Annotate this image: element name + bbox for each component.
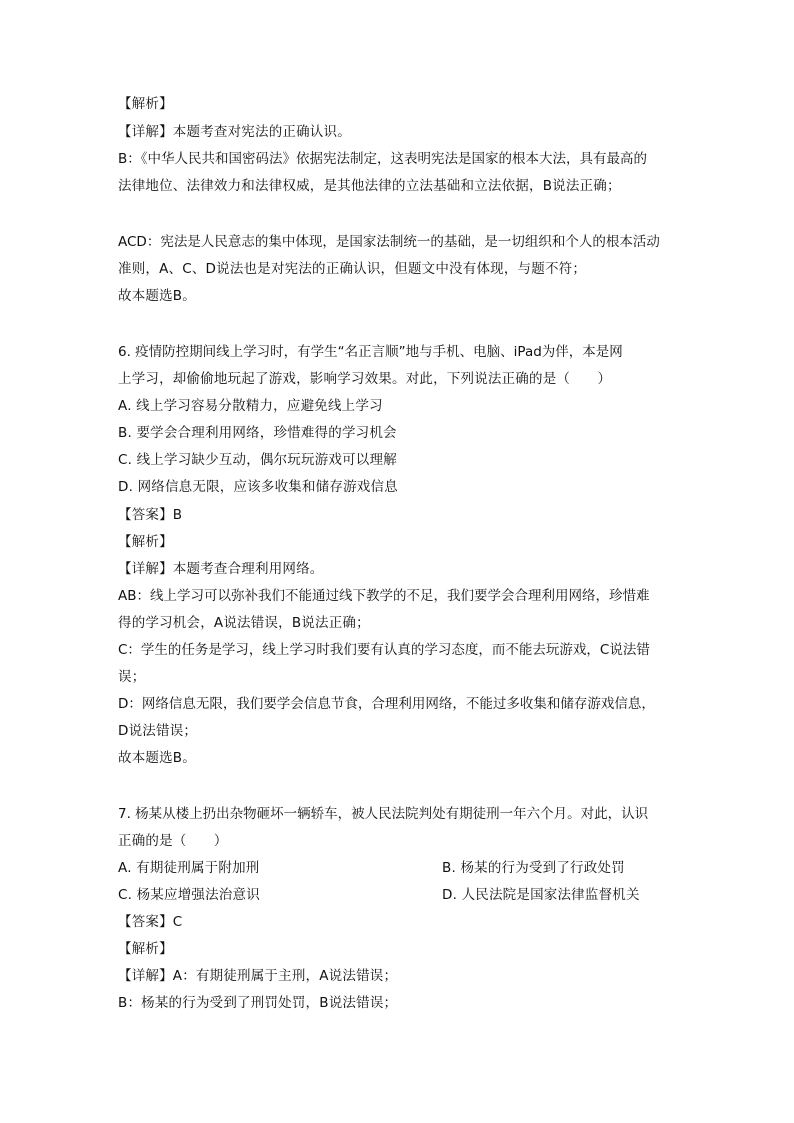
detail-line: B：《中华人民共和国密码法》依据宪法制定，这表明宪法是国家的根本大法，具有最高的 bbox=[118, 151, 648, 167]
question-7-analysis: 【解析】 bbox=[118, 941, 173, 957]
question-6-option-a: A. 线上学习容易分散精力，应避免线上学习 bbox=[118, 398, 383, 414]
question-6-option-d: D. 网络信息无限，应该多收集和储存游戏信息 bbox=[118, 479, 398, 495]
detail-line: ACD：宪法是人民意志的集中体现，是国家法制统一的基础，是一切组织和个人的根本活动 bbox=[118, 234, 660, 250]
question-7-detail-line: 【详解】A：有期徒刑属于主刑，A说法错误； bbox=[118, 968, 398, 984]
question-6-detail: 【详解】本题考查合理利用网络。 bbox=[118, 561, 324, 577]
question-6-detail-line: C：学生的任务是学习，线上学习时我们要有认真的学习态度，而不能去玩游戏，C说法错 bbox=[118, 642, 650, 658]
question-6-analysis: 【解析】 bbox=[118, 534, 173, 550]
question-7-option-c: C. 杨某应增强法治意识 bbox=[118, 887, 260, 903]
question-7-answer: 【答案】C bbox=[118, 914, 183, 930]
question-7-option-b: B. 杨某的行为受到了行政处罚 bbox=[442, 860, 625, 876]
question-6-detail-line: 误； bbox=[118, 669, 146, 685]
question-6-stem: 上学习，却偷偷地玩起了游戏，影响学习效果。对此，下列说法正确的是（ ） bbox=[118, 371, 612, 387]
question-6-option-c: C. 线上学习缺少互动，偶尔玩玩游戏可以理解 bbox=[118, 452, 397, 468]
question-6-detail-line: D说法错误； bbox=[118, 723, 198, 739]
analysis-heading: 【解析】 bbox=[118, 96, 173, 112]
detail-line: 【详解】本题考查对宪法的正确认识。 bbox=[118, 124, 351, 140]
question-7-option-a: A. 有期徒刑属于附加刑 bbox=[118, 860, 260, 876]
question-7-detail-line: B：杨某的行为受到了刑罚处罚，B说法错误； bbox=[118, 995, 398, 1011]
question-7-stem: 正确的是（ ） bbox=[118, 833, 228, 849]
question-6-answer: 【答案】B bbox=[118, 507, 183, 523]
conclusion-line: 故本题选B。 bbox=[118, 288, 196, 304]
question-6-detail-line: AB：线上学习可以弥补我们不能通过线下教学的不足，我们要学会合理利用网络，珍惜难 bbox=[118, 588, 650, 604]
question-6-detail-line: D：网络信息无限，我们要学会信息节食，合理利用网络，不能过多收集和储存游戏信息， bbox=[118, 696, 655, 712]
question-6-stem: 6. 疫情防控期间线上学习时，有学生“名正言顺”地与手机、电脑、iPad为伴，本是网 bbox=[118, 344, 623, 360]
detail-line: 法律地位、法律效力和法律权威，是其他法律的立法基础和立法依据，B说法正确； bbox=[118, 178, 621, 194]
question-6-conclusion: 故本题选B。 bbox=[118, 750, 196, 766]
question-6-detail-line: 得的学习机会，A说法错误，B说法正确； bbox=[118, 615, 370, 631]
question-6-option-b: B. 要学会合理利用网络，珍惜难得的学习机会 bbox=[118, 425, 397, 441]
question-7-stem: 7. 杨某从楼上扔出杂物砸坏一辆轿车，被人民法院判处有期徒刑一年六个月。对此，认识 bbox=[118, 806, 649, 822]
question-7-option-d: D. 人民法院是国家法律监督机关 bbox=[442, 887, 640, 903]
detail-line: 准则，A、C、D说法也是对宪法的正确认识，但题文中没有体现，与题不符； bbox=[118, 261, 587, 277]
